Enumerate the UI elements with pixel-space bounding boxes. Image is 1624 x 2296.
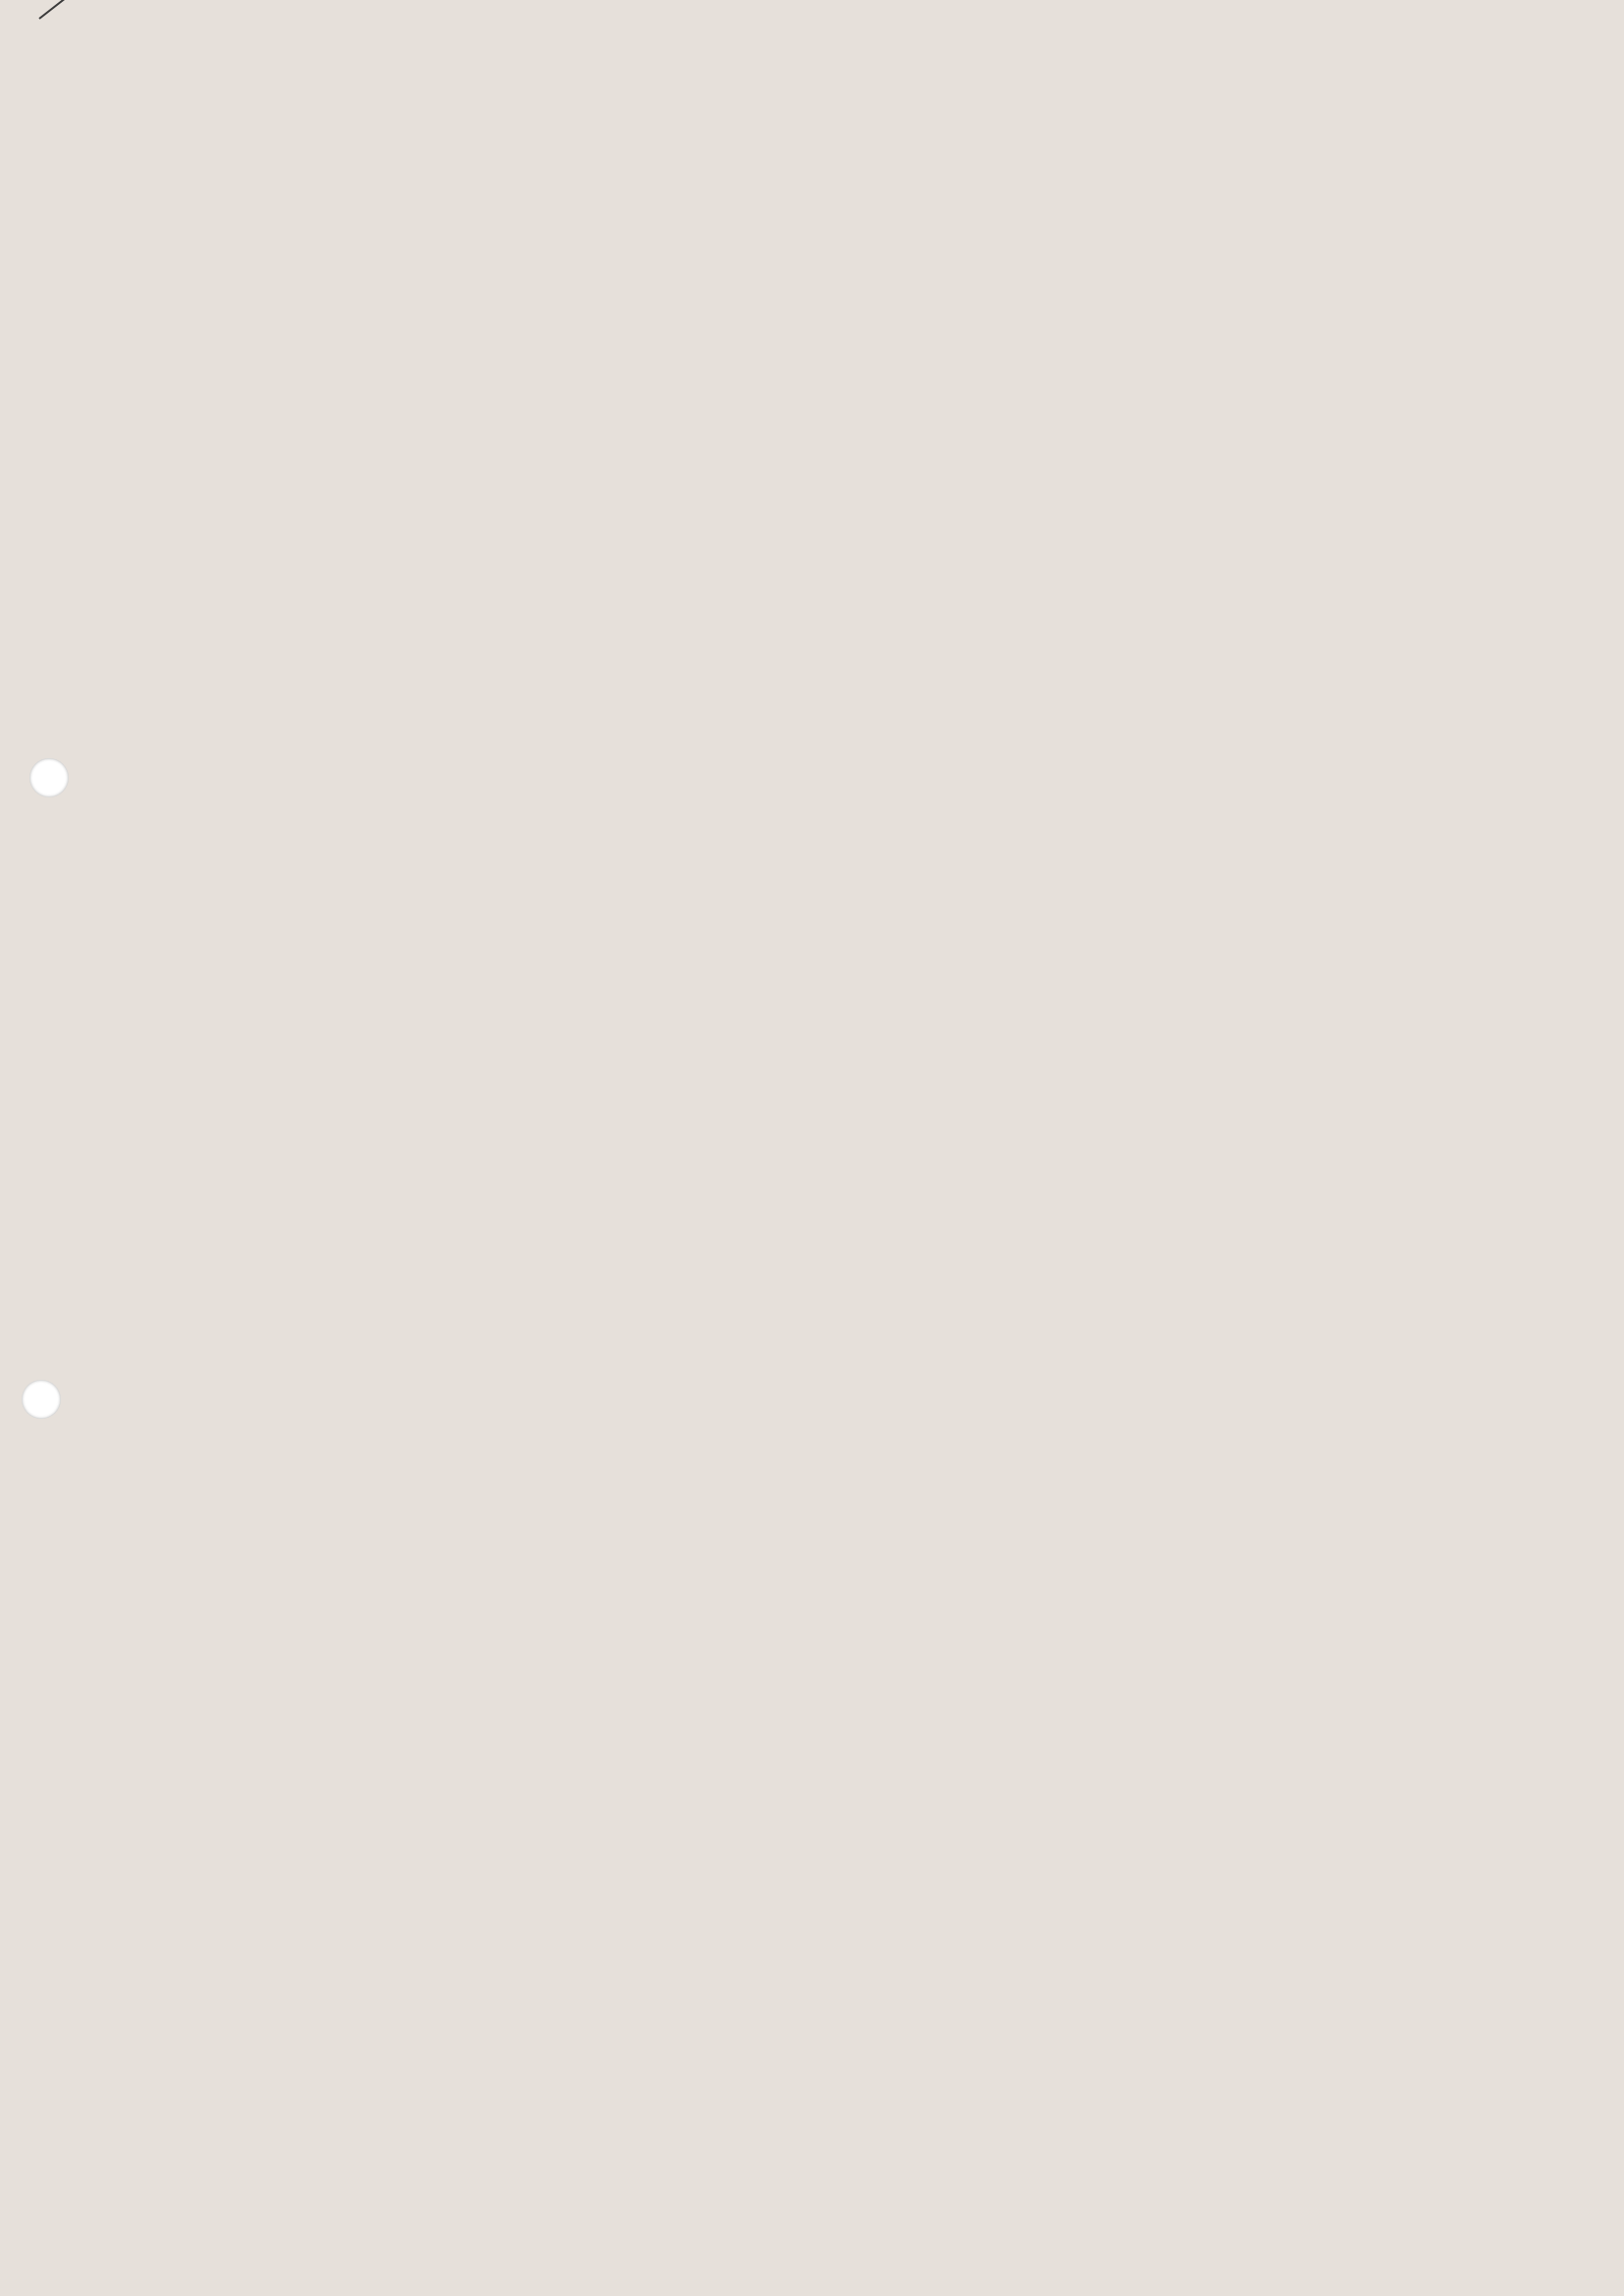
punch-hole-top	[29, 758, 69, 797]
punch-hole-bottom	[22, 1380, 61, 1419]
staple-mark	[38, 0, 101, 20]
